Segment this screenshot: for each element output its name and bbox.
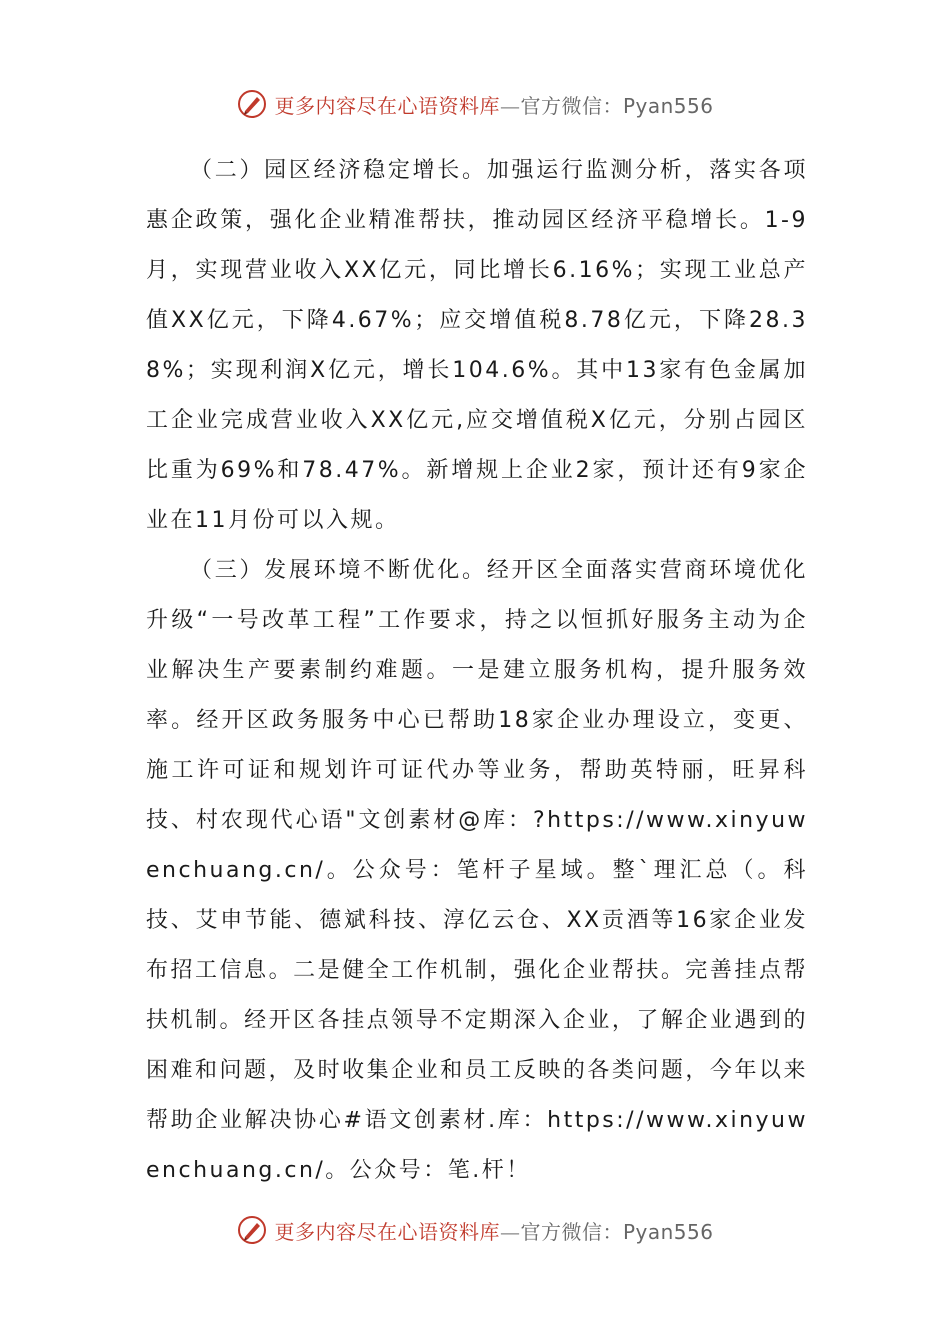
header-watermark-banner [0,84,950,124]
banner-contact-text: 官方微信：Pyan556 [520,93,714,118]
pen-logo-icon [236,1214,268,1246]
footer-watermark-banner [0,1210,950,1250]
paragraph-environment-optimization: （三）发展环境不断优化。经开区全面落实营商环境优化升级“一号改革工程”工作要求，持之以恒抓好服务主动为企业解决生产要素制约难题。一是建立服务机构，提升服务效率。经开区政务服务中心已帮助18家企业办理设立，变更、施工许可证和规划许可证代办等业务，帮助英特丽，旺昇科技、村农现代心语"文创素材@库：?https://www.xinyuwenchuang.cn/。公众号：笔杆子星域。整`理汇总（。科技、艾申节能、德斌科技、淳亿云仓、XX贡酒等16家企业发布招工信息。二是健全工作机制，强化企业帮扶。完善挂点帮扶机制。经开区各挂点领导不定期深入企业，了解企业遇到的困难和问题，及时收集企业和员工反映的各类问题，今年以来帮助企业解决协心#语文创素材.库：https://www.xinyuwenchuang.cn/。公众号：笔.杆！ [146,558,808,1183]
banner-main-text: 更多内容尽在心语资料库 [274,93,500,118]
banner-text [274,90,713,119]
paragraph-economy-growth: （二）园区经济稳定增长。加强运行监测分析，落实各项惠企政策，强化企业精准帮扶，推动园区经济平稳增长。1-9月，实现营业收入XX亿元，同比增长6.16%；实现工业总产值XX亿元，下降4.67%；应交增值税8.78亿元，下降28.38%；实现利润X亿元，增长104.6%。其中13家有色金属加工企业完成营业收入XX亿元,应交增值税X亿元，分别占园区比重为69%和78.47%。新增规上企业2家，预计还有9家企业在11月份可以入规。 [146,158,808,533]
banner-text [274,1216,713,1245]
banner-dash: — [499,1219,521,1244]
pen-logo-icon [236,88,268,120]
document-body [146,146,808,1196]
banner-main-text: 更多内容尽在心语资料库 [274,1219,500,1244]
banner-dash: — [499,93,521,118]
banner-contact-text: 官方微信：Pyan556 [520,1219,714,1244]
